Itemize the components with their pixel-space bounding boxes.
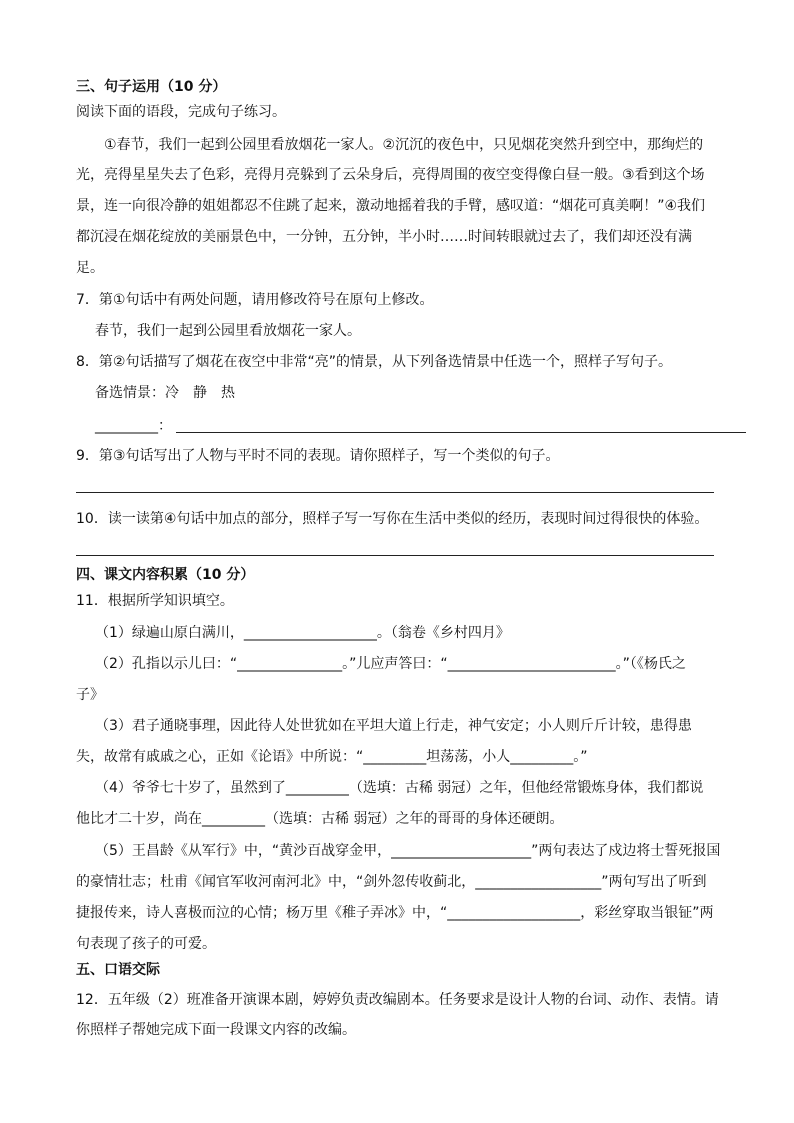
question-8-options: 备选情景：冷 静 热: [95, 385, 235, 401]
question-9: 9．第③句话写出了人物与平时不同的表现。请你照样子，写一个类似的句子。: [76, 448, 560, 464]
section-3-title: 三、句子运用（10 分）: [76, 79, 227, 95]
passage-line-2: 光，亮得星星失去了色彩，亮得月亮躲到了云朵身后，亮得周围的夜空变得像白昼一般。③看到这个场: [76, 167, 705, 183]
question-12-line-1: 12．五年级（2）班准备开演课本剧，婷婷负责改编剧本。任务要求是设计人物的台词、动作、表情。请: [76, 992, 719, 1008]
question-8-answer-line: [176, 432, 746, 433]
passage-line-5: 足。: [76, 260, 104, 276]
q11-item-5-cont-2: 捷报传来，诗人喜极而泣的心情；杨万里《稚子弄冰》中，“___________________，彩丝穿取当银钲”两: [76, 905, 714, 921]
section-5-title: 五、口语交际: [76, 962, 160, 978]
passage-line-4: 都沉浸在烟花绽放的美丽景色中，一分钟，五分钟，半小时……时间转眼就过去了，我们却还没有满: [76, 229, 692, 245]
q11-item-3: （3）君子通晓事理，因此待人处世犹如在平坦大道上行走，神气安定；小人则斤斤计较，患得患: [95, 718, 692, 734]
question-11: 11．根据所学知识填空。: [76, 593, 234, 609]
question-10: 10．读一读第④句话中加点的部分，照样子写一写你在生活中类似的经历，表现时间过得很快的体验。: [76, 511, 709, 527]
section-3-intro: 阅读下面的语段，完成句子练习。: [76, 104, 286, 120]
section-4-title: 四、课文内容积累（10 分）: [76, 567, 255, 583]
passage-line-3: 景，连一向很冷静的姐姐都忍不住跳了起来，激动地摇着我的手臂，感叹道：“烟花可真美啊！”④我们: [76, 198, 706, 214]
q11-item-4: （4）爷爷七十岁了，虽然到了_________（选填：古稀 弱冠）之年，但他经常锻炼身体，我们都说: [95, 780, 704, 796]
q11-item-2-cont: 子》: [76, 687, 104, 703]
question-9-answer-line: [76, 492, 714, 493]
question-7-sentence: 春节，我们一起到公园里看放烟花一家人。: [95, 323, 361, 339]
question-8: 8．第②句话描写了烟花在夜空中非常“亮”的情景，从下列备选情景中任选一个，照样子写句子。: [76, 354, 672, 370]
q11-item-5: （5）王昌龄《从军行》中，“黄沙百战穿金甲，____________________”两句表达了戍边将士誓死报国: [95, 843, 721, 859]
question-8-blank-label: _________：: [95, 418, 172, 434]
question-7: 7．第①句话中有两处问题，请用修改符号在原句上修改。: [76, 292, 434, 308]
question-10-answer-line: [76, 555, 714, 556]
question-12-line-2: 你照样子帮她完成下面一段课文内容的改编。: [76, 1022, 356, 1038]
q11-item-3-cont: 失，故常有戚戚之心，正如《论语》中所说：“_________坦荡荡，小人_________。”: [76, 749, 588, 765]
q11-item-5-cont-1: 的豪情壮志；杜甫《闻官军收河南河北》中，“剑外忽传收蓟北，__________________”两句写出了听到: [76, 874, 707, 890]
q11-item-1: （1）绿遍山原白满川，___________________。（翁卷《乡村四月》: [95, 625, 510, 641]
q11-item-4-cont: 他比才二十岁，尚在_________（选填：古稀 弱冠）之年的哥哥的身体还硬朗。: [76, 811, 564, 827]
passage-line-1: ①春节，我们一起到公园里看放烟花一家人。②沉沉的夜色中，只见烟花突然升到空中，那绚烂的: [104, 137, 704, 153]
q11-item-2: （2）孔指以示儿曰：“_______________。”儿应声答曰：“________________________。”（《杨氏之: [95, 656, 686, 672]
q11-item-5-cont-3: 句表现了孩子的可爱。: [76, 936, 216, 952]
